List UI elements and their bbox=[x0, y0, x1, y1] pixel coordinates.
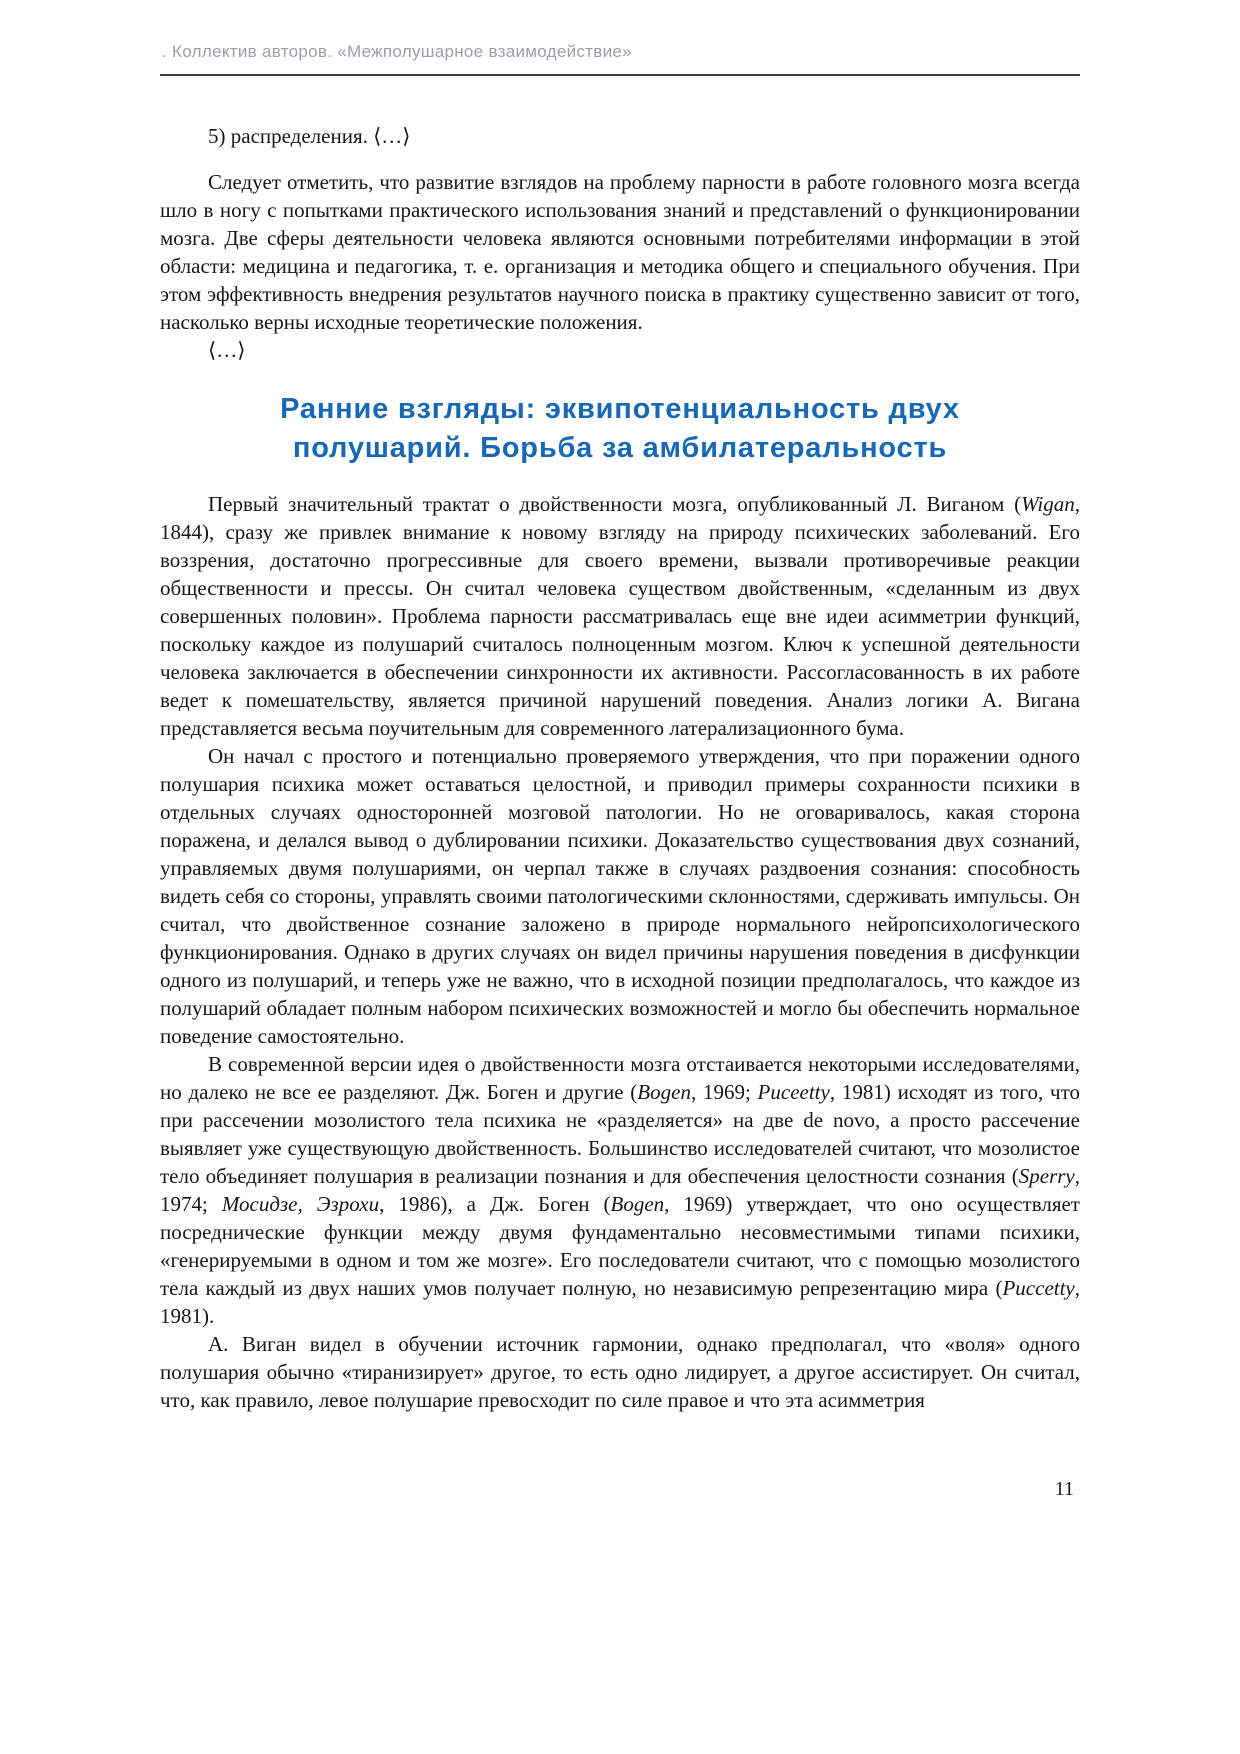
running-title: . Коллектив авторов. «Межполушарное взаимодействие» bbox=[162, 42, 632, 61]
section-heading-line-1: Ранние взгляды: эквипотенциальность двух bbox=[280, 393, 960, 425]
list-item-line: 5) распределения. ⟨…⟩ bbox=[208, 124, 411, 148]
page-number: 11 bbox=[1054, 1478, 1074, 1500]
paragraph-dual-consciousness: Он начал с простого и потенциально проверяемого утверждения, что при поражении одного полушария психика может оставаться целостной, и приводил примеры сохранности психики в отдельных случаях односторонней мозговой патологии. Но не оговаривалось, какая сторона поражена, и делался вывод о дублировании психики. Доказательство существования двух сознаний, управляемых двумя полушариями, он черпал также в случаях раздвоения сознания: способность видеть себя со стороны, управлять своими патологическими склонностями, сдерживать импульсы. Он считал, что двойственное сознание заложено в природе нормального нейропсихологического функционирования. Однако в других случаях он видел причины нарушения поведения в дисфункции одного из полушарий, и теперь уже не важно, что в исходной позиции предполагалось, что каждое из полушарий обладает полным набором психических возможностей и могло бы обеспечить нормальное поведение самостоятельно. bbox=[160, 744, 1080, 1048]
section-heading-line-2: полушарий. Борьба за амбилатеральность bbox=[292, 432, 948, 464]
section-heading bbox=[160, 390, 1080, 468]
paragraph-education: А. Виган видел в обучении источник гармонии, однако предполагал, что «воля» одного полушария обычно «тиранизирует» другое, то есть одно лидирует, а другое ассистирует. Он считал, что, как правило, левое полушарие превосходит по силе правое и что эта асимметрия bbox=[160, 1332, 1080, 1412]
ellipsis-line: ⟨…⟩ bbox=[208, 338, 246, 362]
header-rule bbox=[160, 74, 1080, 76]
page-header bbox=[160, 42, 1080, 76]
paragraph-intro: Следует отметить, что развитие взглядов на проблему парности в работе головного мозга всегда шло в ногу с попытками практического использования знаний и представлений о функционировании мозга. Две сферы деятельности человека являются основными потребителями информации в этой области: медицина и педагогика, т. е. организация и методика общего и специального обучения. При этом эффективность внедрения результатов научного поиска в практику существенно зависит от того, насколько верны исходные теоретические положения. bbox=[160, 170, 1080, 334]
page-body bbox=[160, 122, 1080, 1414]
paragraph-modern-version: В современной версии идея о двойственности мозга отстаивается некоторыми исследователями, но далеко не все ее разделяют. Дж. Боген и другие (Bogen, 1969; Puceetty, 1981) исходят из того, что при рассечении мозолистого тела психика не «разделяется» на две de novo, а просто рассечение выявляет уже существующую двойственность. Большинство исследователей считают, что мозолистое тело объединяет полушария в реализации познания и для обеспечения целостности сознания (Sperry, 1974; Мосидзе, Эзрохи, 1986), а Дж. Боген (Bogen, 1969) утверждает, что оно осуществляет посреднические функции между двумя фундаментально несовместимыми типами психики, «генерируемыми в одном и том же мозге». Его последователи считают, что с помощью мозолистого тела каждый из двух наших умов получает полную, но независимую репрезентацию мира (Puccetty, 1981). bbox=[160, 1052, 1080, 1328]
paragraph-wigan: Первый значительный трактат о двойственности мозга, опубликованный Л. Виганом (Wigan, 1844), сразу же привлек внимание к новому взгляду на природу психических заболеваний. Его воззрения, достаточно прогрессивные для своего времени, вызвали противоречивые реакции общественности и прессы. Он считал человека существом двойственным, «сделанным из двух совершенных половин». Проблема парности рассматривалась еще вне идеи асимметрии функций, поскольку каждое из полушарий считалось полноценным мозгом. Ключ к успешной деятельности человека заключается в обеспечении синхронности их активности. Рассогласованность в их работе ведет к помешательству, является причиной нарушений поведения. Анализ логики А. Вигана представляется весьма поучительным для современного латерализационного бума. bbox=[160, 492, 1080, 740]
